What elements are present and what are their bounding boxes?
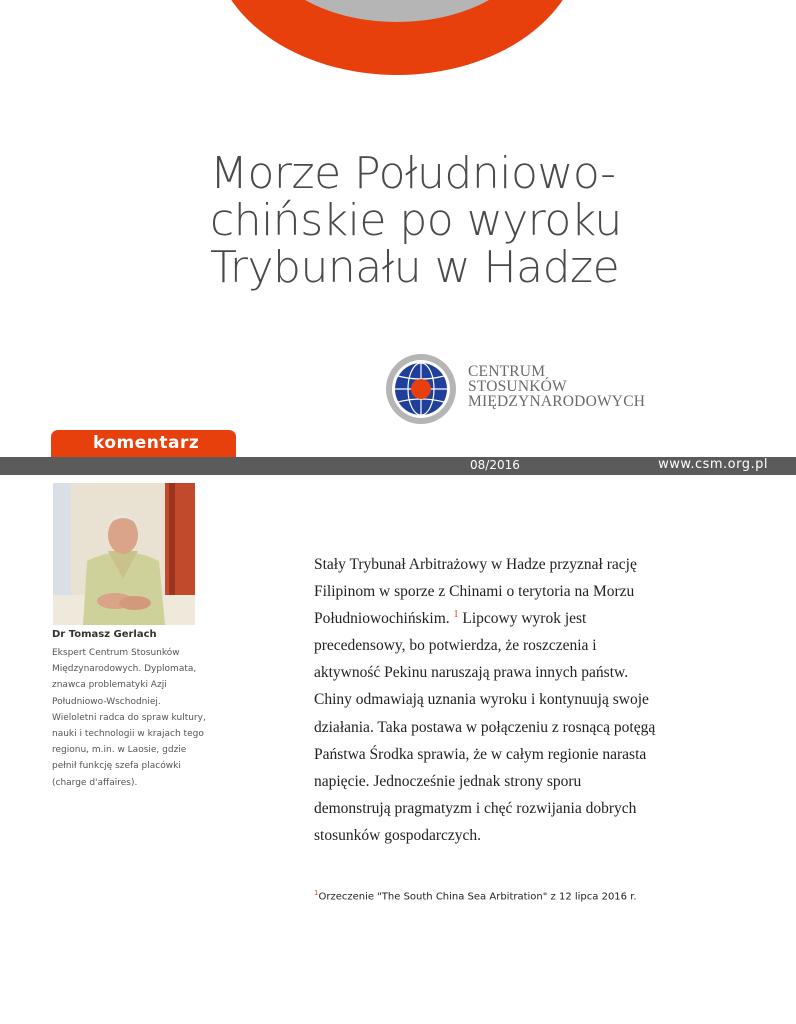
article-line-part: Lipcowy wyrok jest: [462, 610, 587, 628]
article-line: Stały Trybunał Arbitrażowy w Hadze przyznał rację: [314, 556, 637, 573]
issue-date: 08/2016: [470, 458, 520, 472]
article-line: [314, 605, 674, 632]
decorative-arc: [0, 0, 796, 80]
footnote-reference[interactable]: 1: [453, 609, 459, 621]
article-line: działania. Taka postawa w połączeniu z rosnącą potęgą: [314, 718, 656, 736]
author-bio-line: znawca problematyki Azji: [52, 680, 167, 691]
author-name: Dr Tomasz Gerlach: [52, 629, 157, 640]
category-tag: [51, 430, 236, 457]
website-link[interactable]: www.csm.org.pl: [658, 457, 768, 472]
article-line: demonstrują pragmatyzm i chęć rozwijania dobrych: [314, 799, 637, 817]
page-title: [210, 150, 770, 291]
author-bio-line: (charge d'affaires).: [52, 777, 138, 788]
article-line: precedensowy, bo potwierdza, że roszczenia i: [314, 637, 597, 655]
title-line: Morze Południowo-: [210, 148, 616, 199]
article-line-part: Południowochińskim.: [314, 610, 450, 628]
article-line: napięcie. Jednocześnie jednak strony sporu: [314, 772, 582, 790]
logo-wordmark: [468, 364, 645, 409]
article-line: stosunków gospodarczych.: [314, 826, 482, 844]
article-line: aktywność Pekinu naruszają prawa innych państw.: [314, 664, 629, 682]
author-bio-line: Ekspert Centrum Stosunków: [52, 648, 180, 658]
author-photo: [53, 483, 195, 625]
footnote-mark: 1: [314, 889, 319, 897]
category-tag-label: komentarz: [93, 433, 200, 453]
author-bio-line: regionu, m.in. w Laosie, gdzie: [52, 745, 187, 756]
article-line: Filipinom w sporze z Chinami o terytoria na Morzu: [314, 583, 635, 601]
footnote-text: Orzeczenie "The South China Sea Arbitration" z 12 lipca 2016 r.: [318, 891, 637, 903]
title-line: chińskie po wyroku: [210, 195, 622, 246]
author-bio-line: Wieloletni radca do spraw kultury,: [52, 712, 206, 723]
logo-line: MIĘDZYNARODOWYCH: [468, 393, 646, 410]
author-bio: [52, 645, 212, 791]
article-body: [314, 551, 674, 849]
info-bar: [0, 457, 796, 475]
article-line: Chiny odmawiają uznania wyroku i kontynuują swoje: [314, 691, 649, 709]
title-line: Trybunału w Hadze: [210, 242, 620, 293]
article-line: Państwa Środka sprawia, że w całym regionie narasta: [314, 745, 647, 763]
author-bio-line: Południowo-Wschodniej.: [52, 696, 161, 707]
author-bio-line: Międzynarodowych. Dyplomata,: [52, 664, 197, 675]
logo-line: CENTRUM: [468, 363, 546, 380]
footnote: [314, 889, 637, 902]
author-bio-line: pełnił funkcję szefa placówki: [52, 761, 181, 772]
globe-logo-icon: [384, 352, 458, 426]
logo-line: STOSUNKÓW: [468, 378, 567, 395]
author-bio-line: nauki i technologii w krajach tego: [52, 729, 204, 740]
